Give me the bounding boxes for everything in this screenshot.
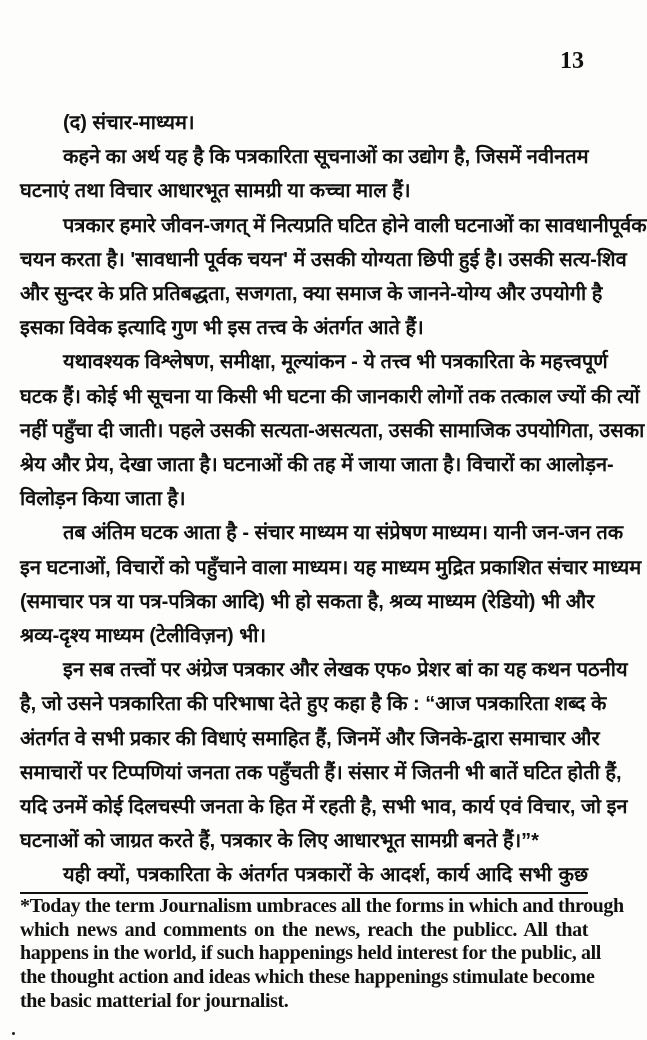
text-line: श्रव्य-दृश्य माध्यम (टेलीविज़न) भी। [20, 625, 267, 647]
text-line: घटक हैं। कोई भी सूचना या किसी भी घटना की जानकारी लोगों तक तत्काल ज्यों की त्यों [20, 385, 640, 408]
footnote-line: *Today the term Journalism umbraces all the forms in which and through [20, 895, 624, 917]
text-line: अंतर्गत वे सभी प्रकार की विधाएं समाहित हैं, जिनमें और जिनके-द्वारा समाचार और [20, 727, 600, 750]
text-line: कहने का अर्थ यह है कि पत्रकारिता सूचनाओं का उद्योग है, जिसमें नवीनतम [63, 146, 589, 169]
text-line: चयन करता है। 'सावधानी पूर्वक चयन' में उसकी योग्यता छिपी हुई है। उसकी सत्य-शिव [20, 248, 627, 271]
text-line: यही क्यों, पत्रकारिता के अंतर्गत पत्रकारों के आदर्श, कार्य आदि सभी कुछ [63, 864, 588, 887]
text-line: तब अंतिम घटक आता है - संचार माध्यम या संप्रेषण माध्यम। यानी जन-जन तक [63, 522, 624, 545]
text-line: पत्रकार हमारे जीवन-जगत् में नित्यप्रति घटित होने वाली घटनाओं का सावधानीपूर्वक [63, 214, 647, 237]
text-line: घटनाएं तथा विचार आधारभूत सामग्री या कच्चा माल हैं। [20, 180, 411, 203]
scan-speck [12, 1032, 15, 1035]
footnote-line: which news and comments on the news, reach the publicc. All that [20, 918, 588, 941]
text-line: है, जो उसने पत्रकारिता की परिभाषा देते हुए कहा है कि : “आज पत्रकारिता शब्द के [20, 693, 607, 716]
text-line: इसका विवेक इत्यादि गुण भी इस तत्त्व के अंतर्गत आते हैं। [20, 317, 424, 340]
section-heading: (द) संचार-माध्यम। [63, 112, 195, 134]
footnote-line: the thought action and ideas which these happenings stimulate become [20, 966, 595, 989]
text-line: समाचारों पर टिप्पणियां जनता तक पहुँचती हैं। संसार में जितनी भी बातें घटित होती हैं, [20, 761, 622, 784]
footnote-line: happens in the world, if such happenings held interest for the public, all [20, 942, 601, 965]
text-line: यदि उनमें कोई दिलचस्पी जनता के हित में रहती है, सभी भाव, कार्य एवं विचार, जो इन [20, 796, 628, 818]
text-line: नहीं पहुँचा दी जाती। पहले उसकी सत्यता-असत्यता, उसकी सामाजिक उपयोगिता, उसका [20, 419, 645, 442]
page-number: 13 [560, 48, 584, 74]
text-line: (समाचार पत्र या पत्र-पत्रिका आदि) भी हो सकता है, श्रव्य माध्यम (रेडियो) भी और [20, 590, 595, 613]
text-line: और सुन्दर के प्रति प्रतिबद्धता, सजगता, क्या समाज के जानने-योग्य और उपयोगी है [20, 283, 603, 305]
text-line: विलोड़न किया जाता है। [20, 488, 186, 511]
text-line: इन घटनाओं, विचारों को पहुँचाने वाला माध्यम। यह माध्यम मुद्रित प्रकाशित संचार माध्यम [20, 556, 642, 579]
text-line: यथावश्यक विश्लेषण, समीक्षा, मूल्यांकन - ये तत्त्व भी पत्रकारिता के महत्त्वपूर्ण [63, 351, 608, 374]
text-line: श्रेय और प्रेय, देखा जाता है। घटनाओं की तह में जाया जाता है। विचारों का आलोड़न- [20, 454, 614, 476]
text-line: घटनाओं को जाग्रत करते हैं, पत्रकार के लिए आधारभूत सामग्री बनते हैं।”* [20, 830, 539, 853]
text-line: इन सब तत्त्वों पर अंग्रेज पत्रकार और लेखक एफ० प्रेशर बां का यह कथन पठनीय [63, 659, 628, 682]
footnote-line: the basic matterial for journalist. [20, 989, 289, 1012]
footnote-divider [20, 892, 588, 894]
